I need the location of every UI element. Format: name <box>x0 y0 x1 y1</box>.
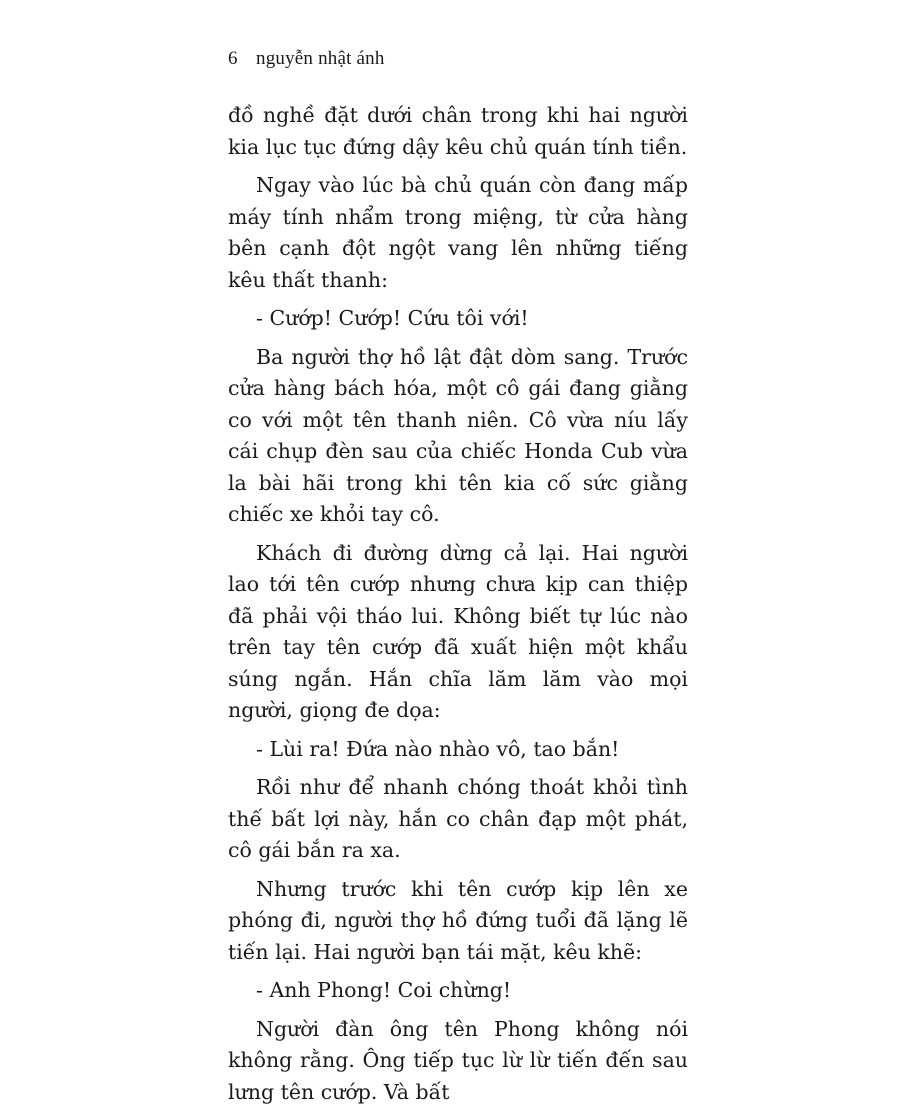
page-number: 6 <box>228 48 256 70</box>
dialogue-line: - Lùi ra! Đứa nào nhào vô, tao bắn! <box>228 734 688 766</box>
paragraph: Khách đi đường dừng cả lại. Hai người lao tới tên cướp nhưng chưa kịp can thiệp đã phải vội tháo lui. Không biết tự lúc nào trên tay tên cướp đã xuất hiện một khẩu súng ngắn. Hắn chĩa lăm lăm vào mọi người, giọng đe dọa: <box>228 538 688 727</box>
dialogue-line: - Cướp! Cướp! Cứu tôi với! <box>228 303 688 335</box>
author-name: nguyễn nhật ánh <box>256 48 385 69</box>
dialogue-line: - Anh Phong! Coi chừng! <box>228 975 688 1007</box>
paragraph: đồ nghề đặt dưới chân trong khi hai người kia lục tục đứng dậy kêu chủ quán tính tiền. <box>228 100 688 163</box>
paragraph: Rồi như để nhanh chóng thoát khỏi tình thế bất lợi này, hắn co chân đạp một phát, cô gái bắn ra xa. <box>228 772 688 867</box>
paragraph: Ngay vào lúc bà chủ quán còn đang mấp máy tính nhẩm trong miệng, từ cửa hàng bên cạnh đột ngột vang lên những tiếng kêu thất thanh: <box>228 170 688 296</box>
paragraph: Nhưng trước khi tên cướp kịp lên xe phóng đi, người thợ hồ đứng tuổi đã lặng lẽ tiến lại. Hai người bạn tái mặt, kêu khẽ: <box>228 874 688 969</box>
paragraph: Ba người thợ hồ lật đật dòm sang. Trước cửa hàng bách hóa, một cô gái đang giằng co với một tên thanh niên. Cô vừa níu lấy cái chụp đèn sau của chiếc Honda Cub vừa la bài hãi trong khi tên kia cố sức giằng chiếc xe khỏi tay cô. <box>228 342 688 531</box>
body-text <box>228 100 688 1108</box>
paragraph: Người đàn ông tên Phong không nói không rằng. Ông tiếp tục lừ lừ tiến đến sau lưng tên cướp. Và bất <box>228 1014 688 1108</box>
running-header <box>228 48 385 70</box>
